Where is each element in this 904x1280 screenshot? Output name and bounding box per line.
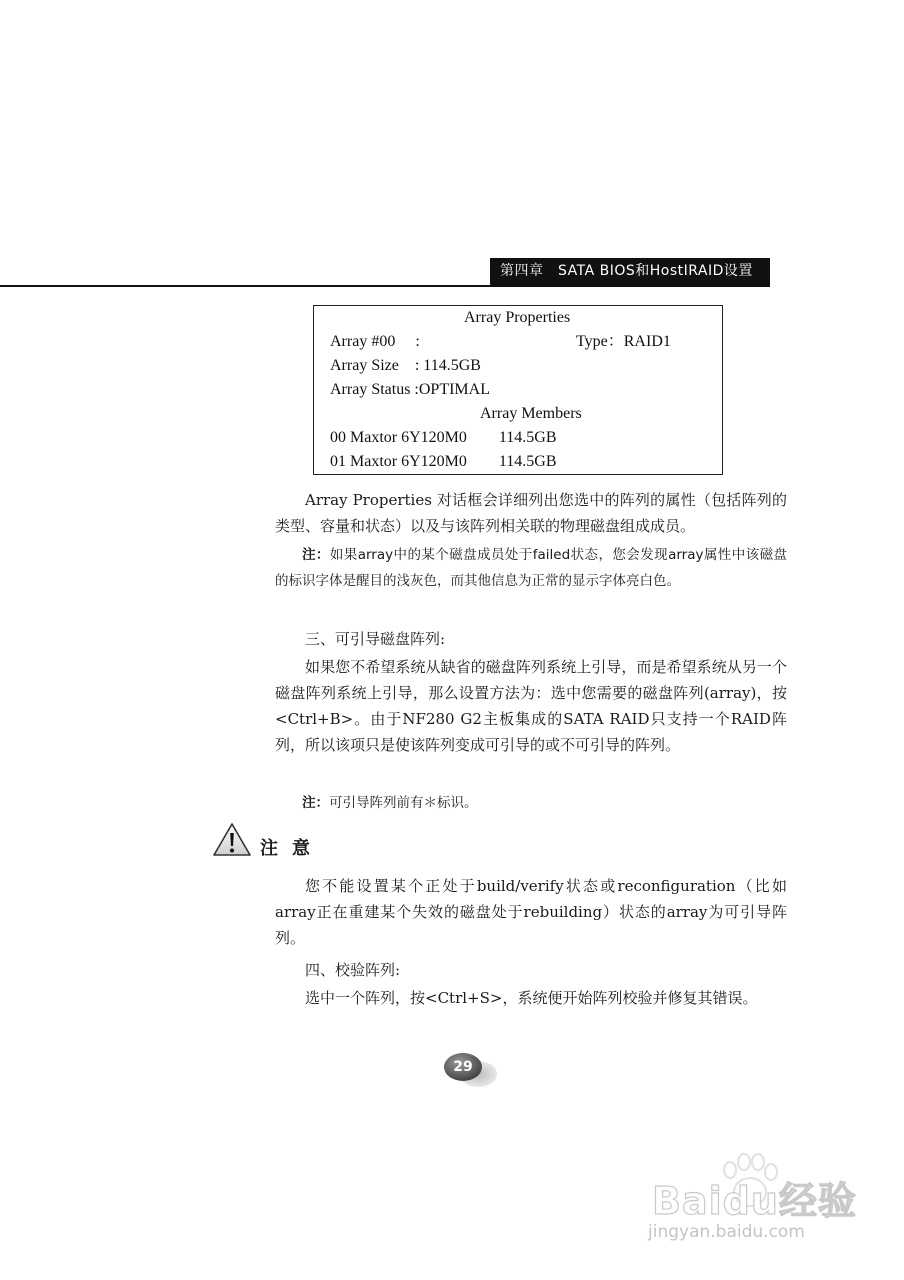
- array-member-row: 01 Maxtor 6Y120M0 114.5GB: [330, 453, 557, 470]
- array-member-row: 00 Maxtor 6Y120M0 114.5GB: [330, 429, 557, 446]
- note-label: 注：: [302, 547, 330, 563]
- paragraph-bootable-array: 如果您不希望系统从缺省的磁盘阵列系统上引导，而是希望系统从另一个磁盘阵列系统上引导，那么设置方法为：选中您需要的磁盘阵列(array)，按<Ctrl+B>。由于NF280 G2主板集成的SATA RAID只支持一个RAID阵列，所以该项只是使该阵列变成可引导的或不可引导的阵列。: [275, 658, 787, 754]
- note-bootable-mark: [275, 790, 787, 816]
- note-failed-disk: [275, 542, 787, 594]
- page-number: 29: [453, 1059, 473, 1075]
- array-status: Array Status :OPTIMAL: [330, 381, 490, 398]
- array-type: Type：RAID1: [576, 333, 671, 350]
- paragraph-verify-array: 选中一个阵列，按<Ctrl+S>，系统便开始阵列校验并修复其错误。: [305, 989, 758, 1007]
- array-members-title: Array Members: [480, 405, 582, 422]
- warning-icon: [212, 822, 252, 858]
- array-number: Array #00 :: [330, 333, 420, 350]
- paragraph-array-properties: Array Properties 对话框会详细列出您选中的阵列的属性（包括阵列的类型、容量和状态）以及与该阵列相关联的物理磁盘组成成员。: [275, 491, 787, 535]
- paragraph-caution: 您不能设置某个正处于build/verify状态或reconfiguration（比如array正在重建某个失效的磁盘处于rebuilding）状态的array为可引导阵列。: [275, 877, 787, 947]
- note-text: 如果array中的某个磁盘成员处于failed状态，您会发现array属性中该磁盘的标识字体是醒目的浅灰色，而其他信息为正常的显示字体亮白色。: [275, 547, 788, 589]
- array-properties-title: Array Properties: [464, 309, 571, 326]
- chapter-header: 第四章 SATA BIOS和HostIRAID设置: [490, 258, 770, 285]
- caution-heading: 注意: [260, 838, 324, 859]
- array-properties-box: [313, 305, 723, 475]
- section-heading-bootable: 三、可引导磁盘阵列:: [305, 630, 446, 648]
- note-text: 可引导阵列前有＊标识。: [329, 795, 478, 811]
- note-label: 注：: [302, 795, 329, 811]
- section-heading-verify: 四、校验阵列:: [305, 961, 401, 979]
- header-rule: [0, 285, 770, 287]
- watermark-url: jingyan.baidu.com: [648, 1222, 805, 1242]
- array-size: Array Size : 114.5GB: [330, 357, 481, 374]
- watermark-logo: Baidu经验: [652, 1179, 857, 1223]
